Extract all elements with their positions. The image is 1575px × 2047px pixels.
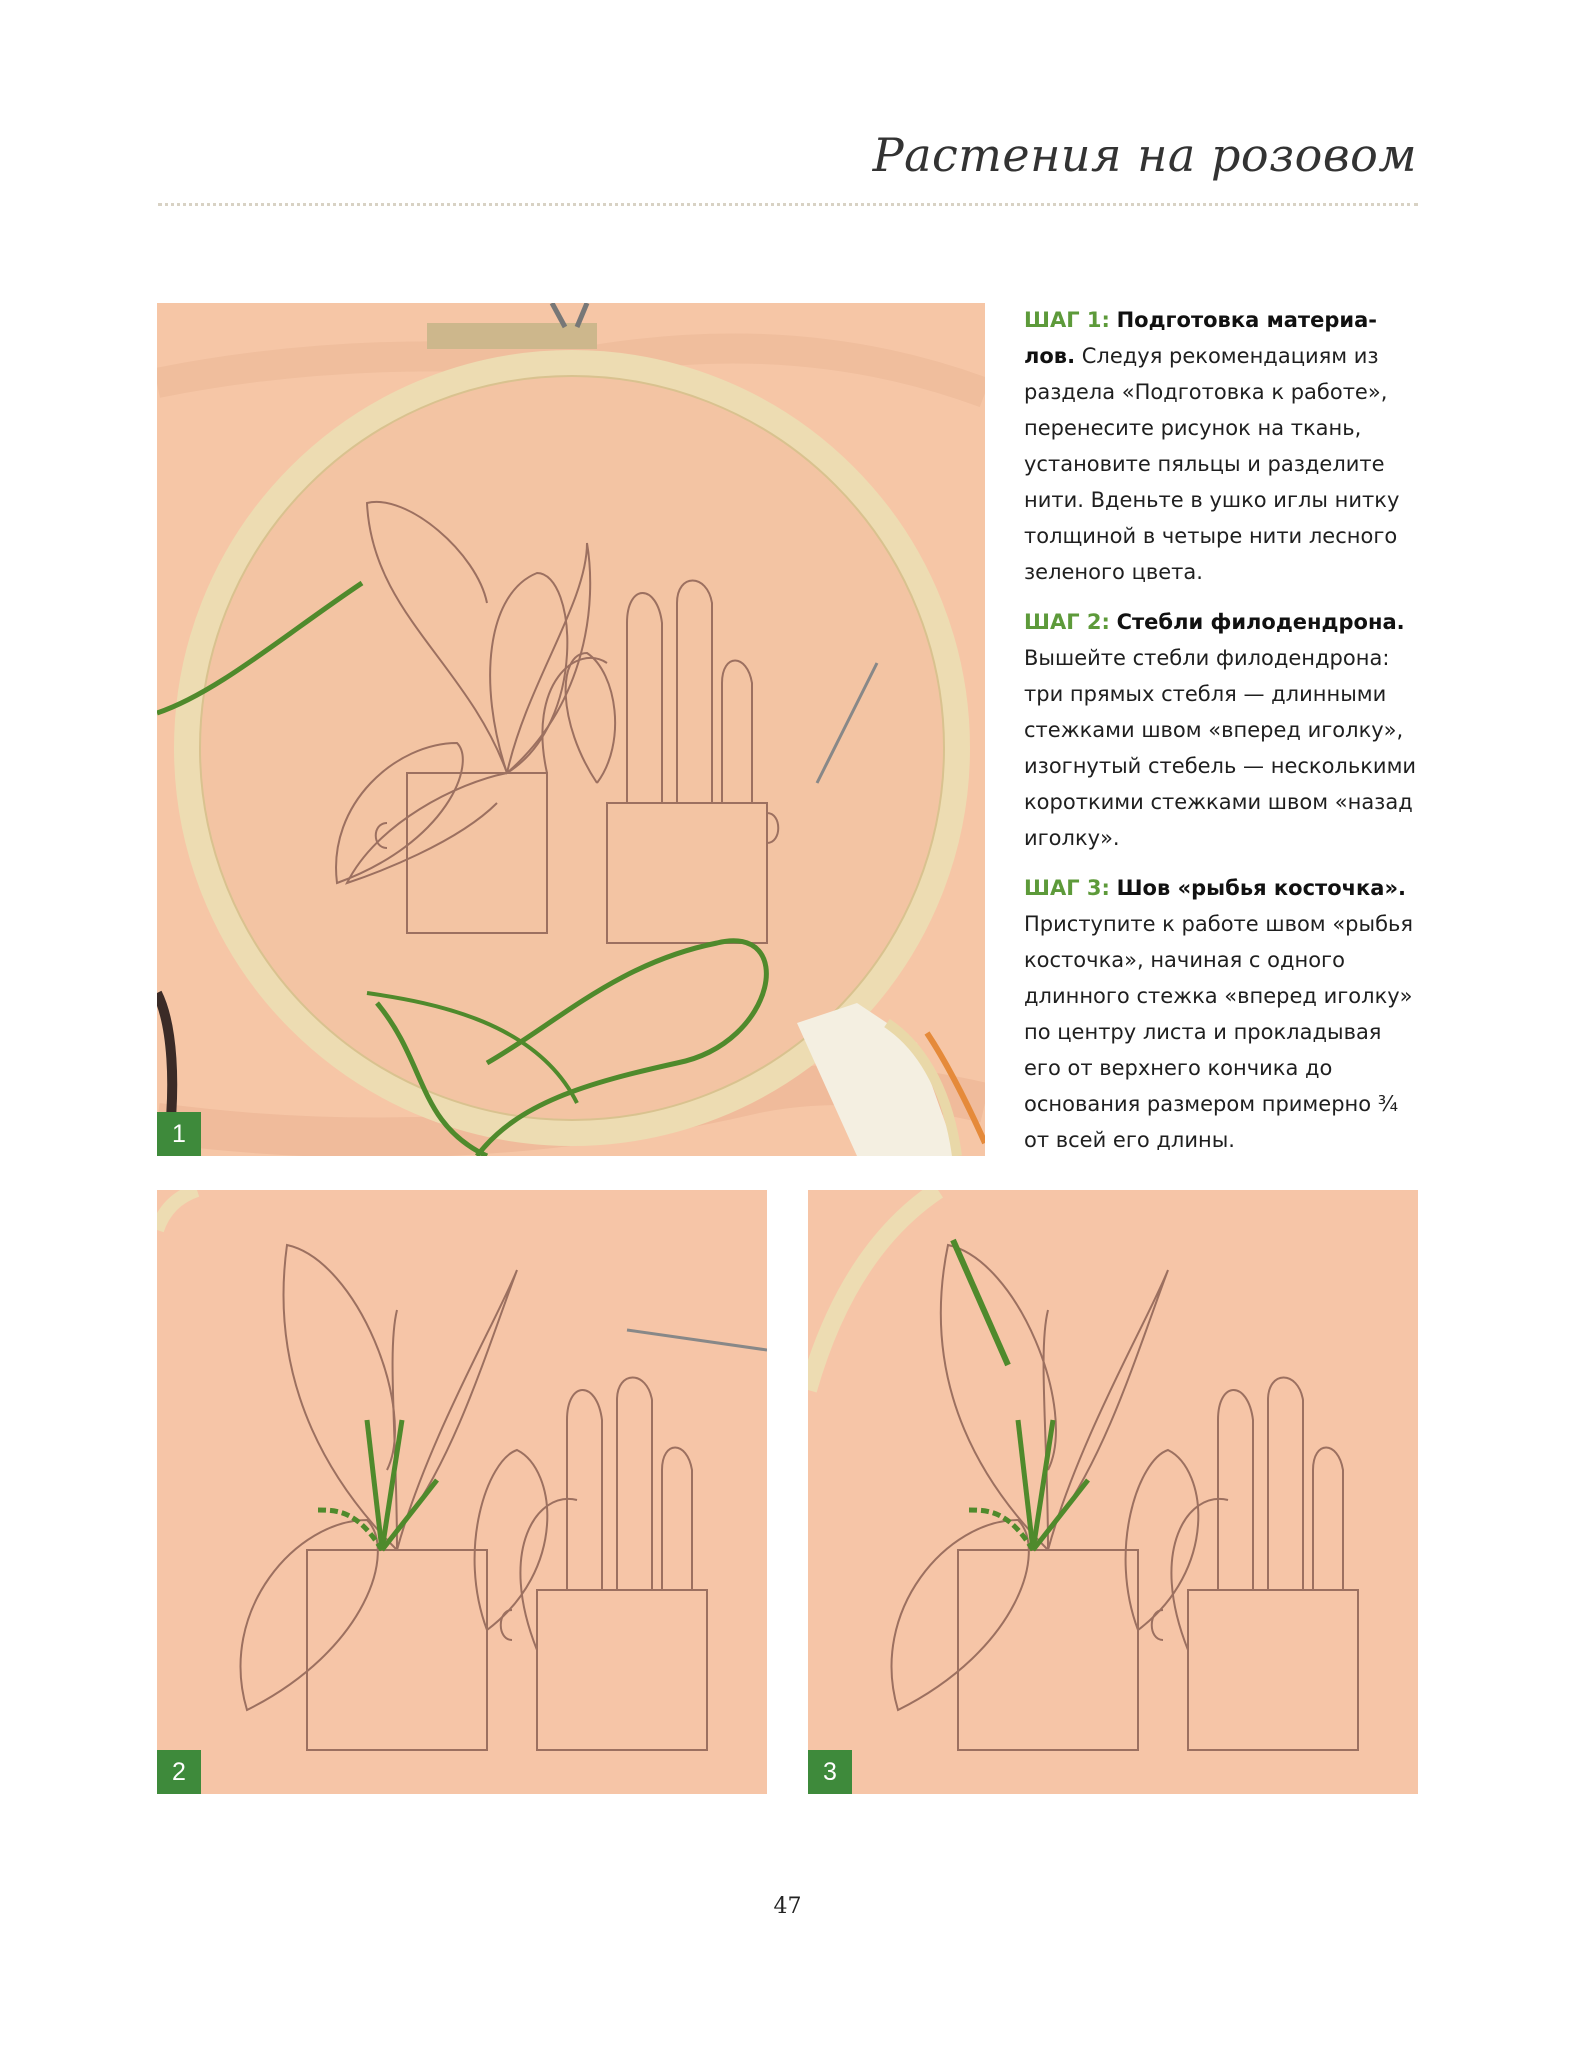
step-3-title: Шов «рыбья косточка». (1116, 876, 1406, 900)
photo-2-illustration (157, 1190, 767, 1794)
step-3-label: ШАГ 3: (1024, 876, 1110, 900)
step-2-title: Стебли филодендрона. (1116, 610, 1405, 634)
step-1-label: ШАГ 1: (1024, 308, 1110, 332)
step-2-label: ШАГ 2: (1024, 610, 1110, 634)
photo-3-illustration (808, 1190, 1418, 1794)
step-1-title: Подготовка материа-лов. (1024, 308, 1377, 368)
step-3-text: Приступите к работе швом «рыбья косточка», начиная с одного длинного стежка «вперед иголку» по центру листа и прокладывая его от верхнего кончика до основания размером примерно ¾ от всей его длины. (1024, 912, 1414, 1152)
step-2-text: Вышейте стебли филодендрона: три прямых стебля — длинными стежками швом «вперед иголку», изогнутый стебель — несколькими короткими стежками швом «назад иголку». (1024, 646, 1417, 850)
step-2 (1024, 604, 1424, 856)
steps-text (1024, 302, 1424, 1172)
page-title: Растения на розовом (872, 128, 1417, 182)
step-photo-1 (157, 303, 985, 1156)
step-photo-3 (808, 1190, 1418, 1794)
photo-1-illustration (157, 303, 985, 1156)
step-1 (1024, 302, 1424, 590)
step-3 (1024, 870, 1424, 1158)
photo-number-badge: 1 (157, 1112, 201, 1156)
step-1-text: Следуя рекомендациям из раздела «Подготовка к работе», перенесите рисунок на ткань, установите пяльцы и разделите нити. Вденьте в ушко иглы нитку толщиной в четыре нити лесного зеленого цвета. (1024, 344, 1400, 584)
title-divider (158, 203, 1418, 206)
photo-number-badge: 2 (157, 1750, 201, 1794)
step-photo-2 (157, 1190, 767, 1794)
photo-number-badge: 3 (808, 1750, 852, 1794)
page-number: 47 (773, 1894, 802, 1919)
